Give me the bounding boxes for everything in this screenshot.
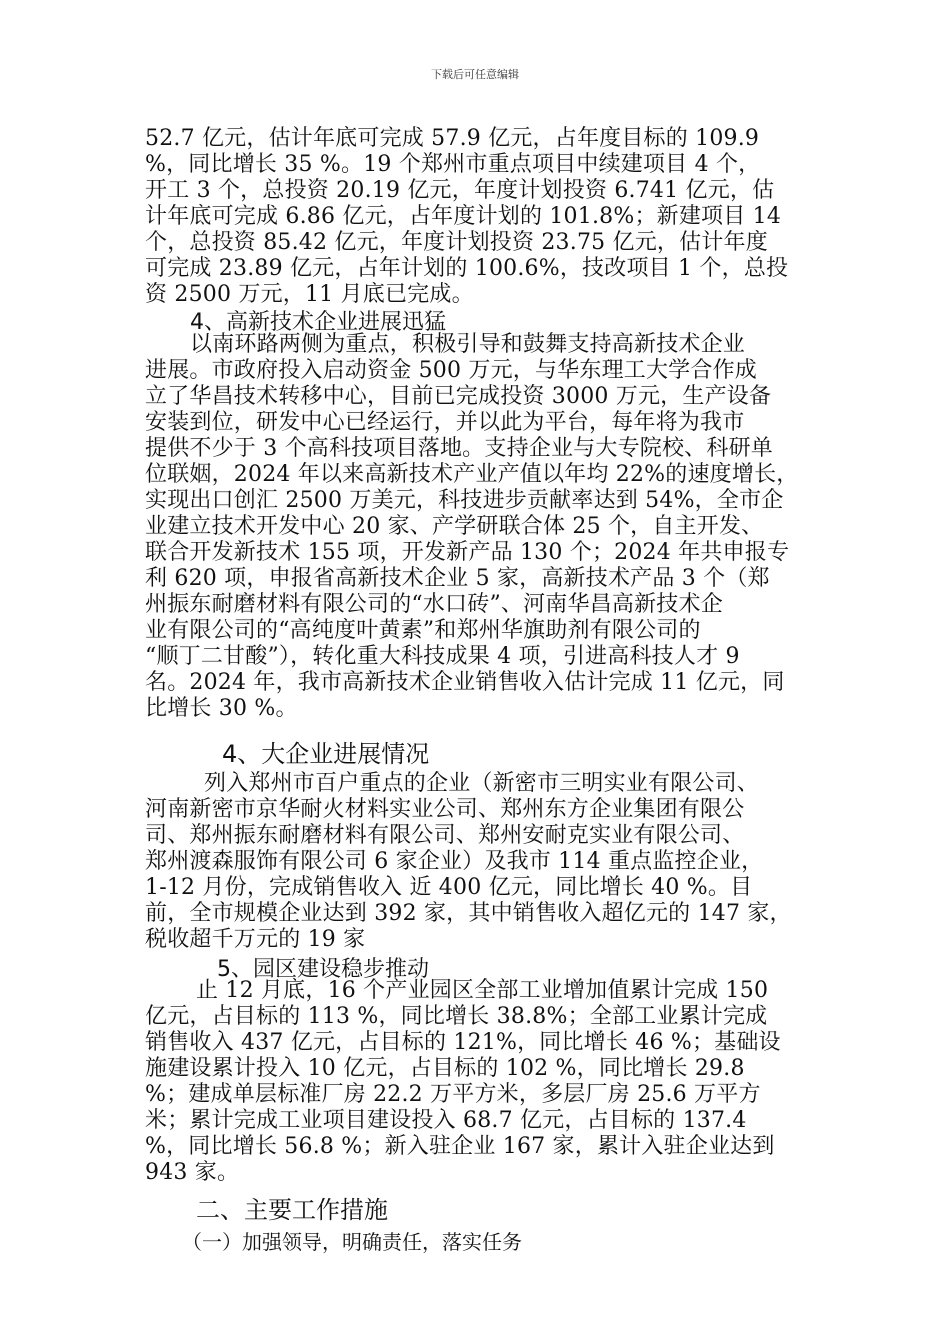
text-line: 联合开发新技术 155 项，开发新产品 130 个；2024 年共申报专 — [145, 540, 790, 565]
text-line: 州振东耐磨材料有限公司的“水口砖”、河南华昌高新技术企 — [145, 592, 723, 617]
text-line: 销售收入 437 亿元，占目标的 121%，同比增长 46 %；基础设 — [145, 1030, 781, 1055]
text-line: 资 2500 万元，11 月底已完成。 — [145, 282, 474, 307]
text-line: %，同比增长 35 %。19 个郑州市重点项目中续建项目 4 个， — [145, 152, 761, 177]
text-line: %，同比增长 56.8 %；新入驻企业 167 家，累计入驻企业达到 — [145, 1134, 775, 1159]
text-line: 安装到位，研发中心已经运行，并以此为平台，每年将为我市 — [145, 410, 745, 435]
text-line: 业建立技术开发中心 20 家、产学研联合体 25 个，自主开发、 — [145, 514, 764, 539]
text-line: 立了华昌技术转移中心，目前已完成投资 3000 万元，生产设备 — [145, 384, 772, 409]
text-line: 比增长 30 %。 — [145, 696, 298, 721]
text-line: 业有限公司的“高纯度叶黄素”和郑州华旗助剂有限公司的 — [145, 618, 701, 643]
page-header: 下载后可任意编辑 — [431, 68, 519, 81]
text-line: 943 家。 — [145, 1160, 240, 1185]
text-line: 1-12 月份，完成销售收入 近 400 亿元，同比增长 40 %。目 — [145, 875, 753, 900]
section-heading: 5、园区建设稳步推动 — [217, 957, 429, 982]
text-line: 河南新密市京华耐火材料实业公司、郑州东方企业集团有限公 — [145, 797, 745, 822]
text-line: 开工 3 个，总投资 20.19 亿元，年度计划投资 6.741 亿元，估 — [145, 178, 775, 203]
text-line: 52.7 亿元，估计年底可完成 57.9 亿元，占年度目标的 109.9 — [145, 126, 760, 151]
text-line: 税收超千万元的 19 家 — [145, 927, 366, 952]
text-line: 米；累计完成工业项目建设投入 68.7 亿元，占目标的 137.4 — [145, 1108, 747, 1133]
text-line: 郑州渡森服饰有限公司 6 家企业）及我市 114 重点监控企业， — [145, 849, 764, 874]
text-line: 可完成 23.89 亿元，占年计划的 100.6%，技改项目 1 个，总投 — [145, 256, 789, 281]
section-heading: 二、主要工作措施 — [196, 1196, 388, 1224]
text-line: 实现出口创汇 2500 万美元，科技进步贡献率达到 54%，全市企 — [145, 488, 784, 513]
text-line: 司、郑州振东耐磨材料有限公司、郑州安耐克实业有限公司、 — [145, 823, 745, 848]
text-line: 列入郑州市百户重点的企业（新密市三明实业有限公司、 — [204, 771, 760, 796]
text-line: 以南环路两侧为重点，积极引导和鼓舞支持高新技术企业 — [190, 332, 746, 357]
section-heading: 4、大企业进展情况 — [222, 740, 430, 768]
text-line: 个，总投资 85.42 亿元，年度计划投资 23.75 亿元，估计年度 — [145, 230, 768, 255]
text-line: “顺丁二甘酸”），转化重大科技成果 4 项，引进高科技人才 9 — [145, 644, 740, 669]
text-line: 施建设累计投入 10 亿元，占目标的 102 %，同比增长 29.8 — [145, 1056, 745, 1081]
text-line: 止 12 月底，16 个产业园区全部工业增加值累计完成 150 — [196, 978, 769, 1003]
text-line: 计年底可完成 6.86 亿元，占年度计划的 101.8%；新建项目 14 — [145, 204, 782, 229]
text-line: 名。2024 年，我市高新技术企业销售收入估计完成 11 亿元，同 — [145, 670, 785, 695]
text-line: %；建成单层标准厂房 22.2 万平方米，多层厂房 25.6 万平方 — [145, 1082, 761, 1107]
text-line: 亿元，占目标的 113 %，同比增长 38.8%；全部工业累计完成 — [145, 1004, 768, 1029]
text-line: 前，全市规模企业达到 392 家，其中销售收入超亿元的 147 家， — [145, 901, 792, 926]
subsection-heading: （一）加强领导，明确责任，落实任务 — [182, 1230, 522, 1254]
text-line: 利 620 项，申报省高新技术企业 5 家，高新技术产品 3 个（郑 — [145, 566, 770, 591]
text-line: 提供不少于 3 个高科技项目落地。支持企业与大专院校、科研单 — [145, 436, 773, 461]
text-line: 进展。市政府投入启动资金 500 万元，与华东理工大学合作成 — [145, 358, 757, 383]
section-heading: 4、高新技术企业进展迅猛 — [190, 310, 446, 335]
text-line: 位联姻，2024 年以来高新技术产业产值以年均 22%的速度增长， — [145, 462, 799, 487]
